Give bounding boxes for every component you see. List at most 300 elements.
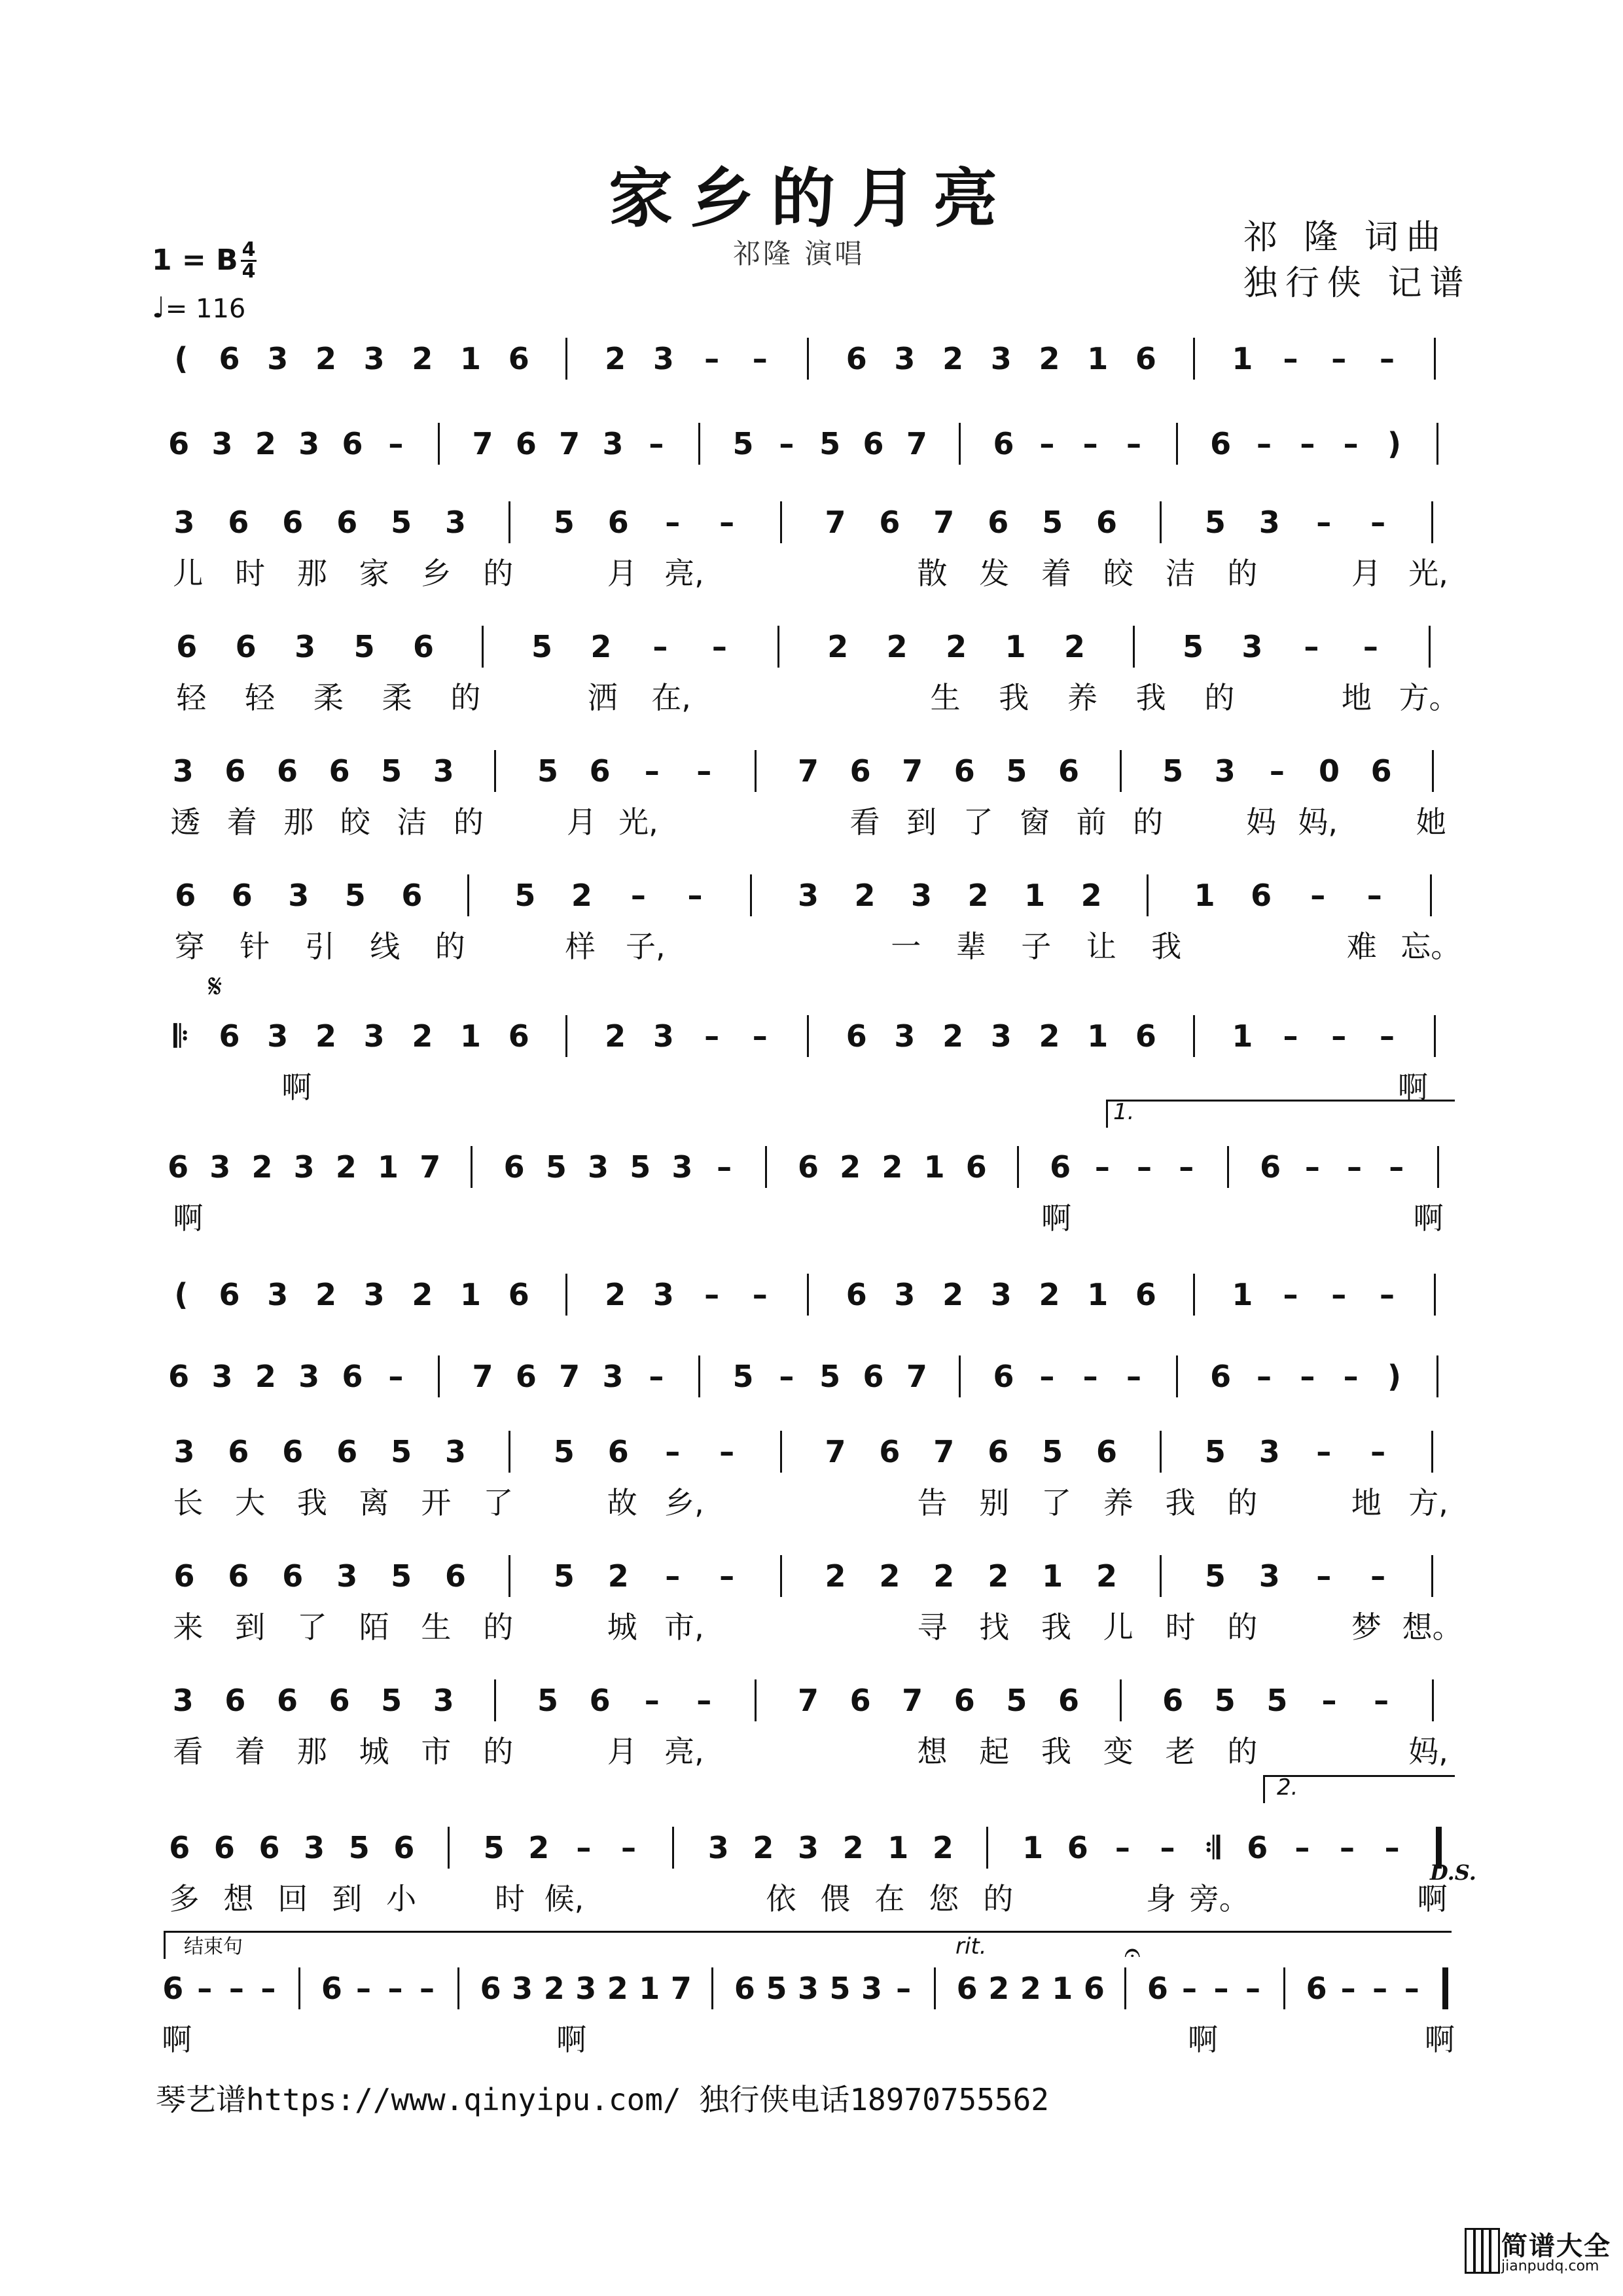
- lyric-syllable: 依: [766, 1881, 796, 1916]
- note: 5: [1006, 753, 1027, 789]
- note: 5: [348, 1830, 370, 1865]
- dash-note: –: [1331, 1277, 1347, 1312]
- tempo-marking: [152, 291, 245, 325]
- note: 6: [956, 1971, 978, 2006]
- note: 1: [1005, 629, 1026, 664]
- note: 2: [255, 1359, 276, 1394]
- dash-note: –: [665, 1558, 681, 1594]
- note: 6: [1058, 1683, 1079, 1718]
- note: 3: [211, 1359, 233, 1394]
- lyric-syllable: 线: [370, 929, 401, 964]
- lyric-syllable: 啊: [1397, 1069, 1428, 1105]
- lyric-syllable: 的: [1204, 680, 1235, 715]
- note: 2: [412, 1018, 433, 1054]
- note: 6: [1096, 1434, 1118, 1469]
- key-signature: 1 = B: [152, 243, 238, 277]
- barline: [1434, 1015, 1436, 1057]
- note: 2: [607, 1558, 629, 1594]
- note: 3: [707, 1830, 729, 1865]
- note: 3: [797, 1830, 819, 1865]
- note: 6: [1162, 1683, 1184, 1718]
- note: 6: [879, 505, 901, 540]
- volta-1-label: 1.: [1113, 1099, 1135, 1125]
- note: 5: [1162, 753, 1184, 789]
- dash-note: –: [665, 1434, 681, 1469]
- note: 6: [228, 1434, 249, 1469]
- dash-note: –: [687, 878, 703, 913]
- dash-note: –: [1257, 1359, 1272, 1394]
- barline: [457, 1967, 459, 2009]
- dash-note: –: [752, 1018, 768, 1054]
- lyric-syllable: 一: [891, 929, 921, 964]
- note: 3: [797, 878, 819, 913]
- dash-note: –: [419, 1971, 435, 2006]
- note: 7: [472, 426, 493, 461]
- note: 2: [605, 341, 626, 376]
- volta-1-bracket: [1106, 1100, 1455, 1128]
- note: 7: [797, 1683, 819, 1718]
- barline: [1193, 1274, 1195, 1316]
- lyric-syllable: 故: [607, 1485, 637, 1520]
- note: 1: [1087, 1018, 1109, 1054]
- lyric-syllable: 月: [1351, 556, 1382, 591]
- dash-note: –: [1379, 341, 1395, 376]
- lyric-syllable: 市,: [664, 1609, 704, 1645]
- dash-note: –: [1379, 1018, 1395, 1054]
- note: 3: [575, 1971, 597, 2006]
- lyric-syllable: 妈: [1246, 804, 1277, 840]
- note: 3: [990, 341, 1012, 376]
- note: 3: [797, 1971, 819, 2006]
- note: 5: [732, 1359, 754, 1394]
- lyric-syllable: 告: [917, 1485, 948, 1520]
- barline: [1431, 1555, 1433, 1597]
- dash-note: –: [1179, 1149, 1194, 1185]
- note: 3: [433, 753, 454, 789]
- dash-note: –: [387, 1971, 403, 2006]
- dash-note: –: [1331, 341, 1347, 376]
- note: 3: [363, 1277, 385, 1312]
- barline: [1434, 1274, 1436, 1316]
- dash-note: –: [1300, 426, 1315, 461]
- dash-note: –: [1283, 1018, 1298, 1054]
- lyric-syllable: 难: [1346, 929, 1377, 964]
- note: 2: [255, 426, 276, 461]
- note: 3: [298, 1359, 320, 1394]
- note: 5: [381, 1683, 402, 1718]
- lyric-syllable: 皎: [1103, 556, 1133, 591]
- barline: [755, 1679, 757, 1721]
- lyric-syllable: 光,: [1408, 556, 1448, 591]
- note: 3: [894, 1018, 916, 1054]
- ds-marking: D.S.: [1430, 1860, 1476, 1885]
- barline: [1430, 874, 1432, 916]
- dash-note: –: [1039, 1359, 1055, 1394]
- note: 6: [219, 341, 240, 376]
- note: 2: [854, 878, 876, 913]
- score-symbol: 𝄆: [173, 1018, 189, 1054]
- volta-2-label: 2.: [1277, 1774, 1298, 1801]
- note: 2: [886, 629, 908, 664]
- note: 7: [670, 1971, 692, 2006]
- dash-note: –: [1039, 426, 1055, 461]
- lyric-syllable: 子,: [625, 929, 666, 964]
- lyric-syllable: 着: [226, 804, 257, 840]
- barline: [1147, 874, 1149, 916]
- note: 6: [503, 1149, 525, 1185]
- dash-note: –: [1257, 426, 1272, 461]
- note: 5: [391, 1434, 412, 1469]
- dash-note: –: [1372, 1971, 1388, 2006]
- ending-label: 结束句: [184, 1935, 243, 1958]
- lyric-syllable: 生: [930, 680, 961, 715]
- note: 7: [559, 1359, 580, 1394]
- note: 3: [602, 1359, 624, 1394]
- note: 6: [1306, 1971, 1327, 2006]
- note: 6: [1135, 1277, 1156, 1312]
- transcriber: 独行侠 记谱: [1243, 264, 1472, 303]
- score-symbol: ): [1387, 426, 1402, 461]
- barline: [508, 1555, 510, 1597]
- dash-note: –: [1316, 505, 1332, 540]
- dash-note: –: [649, 426, 664, 461]
- note: 2: [933, 1558, 955, 1594]
- barline: [438, 1355, 440, 1397]
- note: 2: [335, 1149, 357, 1185]
- note: 3: [894, 1277, 916, 1312]
- lyric-syllable: 忘。: [1400, 929, 1461, 964]
- dash-note: –: [1269, 753, 1285, 789]
- note: 2: [412, 341, 433, 376]
- lyric-syllable: 在: [874, 1881, 905, 1916]
- lyric-syllable: 了: [963, 804, 993, 840]
- note: 1: [887, 1830, 909, 1865]
- barline: [1160, 501, 1162, 543]
- note: 5: [1204, 1434, 1226, 1469]
- barline: [1431, 1431, 1433, 1473]
- note: 6: [329, 753, 350, 789]
- lyric-syllable: 啊: [1413, 1200, 1444, 1236]
- note: 5: [514, 878, 536, 913]
- lyric-syllable: 着: [1041, 556, 1072, 591]
- note: 6: [734, 1971, 755, 2006]
- dash-note: –: [630, 878, 646, 913]
- rit-marking: rit.: [955, 1933, 987, 1960]
- note: 3: [671, 1149, 693, 1185]
- dash-note: –: [711, 629, 727, 664]
- note: 6: [879, 1434, 901, 1469]
- dash-note: –: [779, 426, 794, 461]
- note: 6: [480, 1971, 501, 2006]
- lyric-syllable: 变: [1103, 1734, 1133, 1769]
- note: 1: [1087, 1277, 1109, 1312]
- note: 2: [753, 1830, 774, 1865]
- note: 2: [1064, 629, 1086, 664]
- lyric-syllable: 针: [240, 929, 270, 964]
- note: 3: [294, 629, 316, 664]
- note: 7: [825, 505, 846, 540]
- barline: [298, 1967, 300, 2009]
- lyric-syllable: 旁。: [1188, 1881, 1249, 1916]
- score-symbol: ): [1387, 1359, 1402, 1394]
- note: 3: [211, 426, 233, 461]
- time-sig-bottom: 4: [241, 260, 256, 283]
- note: 6: [1210, 426, 1232, 461]
- lyric-syllable: 生: [421, 1609, 452, 1645]
- dash-note: –: [696, 753, 712, 789]
- lyric-syllable: 散: [917, 556, 948, 591]
- note: 2: [942, 341, 964, 376]
- dash-note: –: [1347, 1149, 1363, 1185]
- lyric-syllable: 起: [979, 1734, 1010, 1769]
- barline: [698, 1355, 700, 1397]
- dash-note: –: [1339, 1830, 1355, 1865]
- note: 6: [1247, 1830, 1268, 1865]
- barline: [1193, 1015, 1195, 1057]
- note: 5: [819, 1359, 841, 1394]
- note: 6: [1370, 753, 1392, 789]
- lyric-syllable: 轻: [245, 680, 276, 715]
- note: 6: [282, 505, 304, 540]
- barline: [934, 1967, 936, 2009]
- note: 6: [413, 629, 435, 664]
- note: 6: [1251, 878, 1272, 913]
- note: 3: [445, 505, 467, 540]
- dash-note: –: [1181, 1971, 1197, 2006]
- note: 2: [605, 1277, 626, 1312]
- note: 6: [797, 1149, 819, 1185]
- lyric-syllable: 我: [999, 680, 1029, 715]
- note: 6: [169, 1830, 190, 1865]
- dash-note: –: [1384, 1830, 1400, 1865]
- dash-note: –: [1137, 1149, 1152, 1185]
- note: 2: [988, 1971, 1010, 2006]
- fermata-icon: 𝄐: [1124, 1936, 1141, 1969]
- barline: [780, 501, 782, 543]
- barline: [1432, 1679, 1434, 1721]
- note: 2: [942, 1018, 964, 1054]
- note: 2: [1039, 1018, 1060, 1054]
- lyric-syllable: 的: [435, 929, 465, 964]
- barline: [777, 626, 779, 668]
- dash-note: –: [896, 1971, 912, 2006]
- dash-note: –: [779, 1359, 794, 1394]
- dash-note: –: [1331, 1018, 1347, 1054]
- dash-note: –: [696, 1683, 712, 1718]
- barline: [565, 338, 567, 380]
- note: 5: [1042, 1434, 1063, 1469]
- note: 5: [391, 1558, 412, 1594]
- note: 6: [342, 426, 363, 461]
- note: 3: [267, 1018, 289, 1054]
- ending-bracket: [164, 1931, 1452, 1959]
- lyric-syllable: 辈: [955, 929, 986, 964]
- note: 6: [342, 1359, 363, 1394]
- dash-note: –: [719, 505, 735, 540]
- note: 2: [840, 1149, 861, 1185]
- lyric-syllable: 样: [565, 929, 596, 964]
- lyric-syllable: 她: [1416, 804, 1446, 840]
- logo-name: 简谱大全: [1501, 2231, 1611, 2261]
- barline: [1283, 1967, 1285, 2009]
- lyric-syllable: 方,: [1408, 1485, 1448, 1520]
- lyric-syllable: 寻: [917, 1609, 948, 1645]
- barline: [959, 1355, 961, 1397]
- note: 6: [1067, 1830, 1088, 1865]
- lyric-syllable: 家: [359, 556, 389, 591]
- lyric-syllable: 啊: [556, 2022, 587, 2057]
- note: 6: [282, 1434, 304, 1469]
- dash-note: –: [1379, 1277, 1395, 1312]
- lyric-syllable: 啊: [1041, 1200, 1072, 1236]
- lyric-syllable: 开: [421, 1485, 452, 1520]
- note: 5: [531, 629, 552, 664]
- note: 6: [1260, 1149, 1281, 1185]
- note: 5: [1042, 505, 1063, 540]
- note: 6: [1058, 753, 1079, 789]
- lyric-syllable: 大: [235, 1485, 266, 1520]
- dash-note: –: [704, 341, 720, 376]
- lyric-syllable: 月: [566, 804, 597, 840]
- barline: [1176, 423, 1178, 465]
- barline: [672, 1827, 674, 1869]
- lyric-syllable: 轻: [176, 680, 207, 715]
- lyric-syllable: 我: [1165, 1485, 1196, 1520]
- dash-note: –: [1321, 1683, 1337, 1718]
- lyric-syllable: 时: [494, 1881, 525, 1916]
- lyric-syllable: 让: [1086, 929, 1116, 964]
- barline: [508, 501, 510, 543]
- note: 3: [288, 878, 310, 913]
- lyric-syllable: 我: [1041, 1609, 1072, 1645]
- note: 1: [1052, 1971, 1073, 2006]
- dash-note: –: [1245, 1971, 1260, 2006]
- note: 2: [605, 1018, 626, 1054]
- note: 3: [512, 1971, 533, 2006]
- note: 3: [172, 1683, 194, 1718]
- lyric-syllable: 子: [1021, 929, 1052, 964]
- song-title: 家乡的月亮: [608, 161, 1014, 236]
- note: 6: [1135, 1018, 1156, 1054]
- note: 1: [1232, 1277, 1253, 1312]
- barline: [1227, 1146, 1229, 1188]
- note: 5: [537, 753, 558, 789]
- time-signature: [241, 238, 257, 283]
- note: 3: [433, 1683, 454, 1718]
- note: 5: [1204, 1558, 1226, 1594]
- dash-note: –: [355, 1971, 371, 2006]
- lyric-syllable: 啊: [173, 1200, 204, 1236]
- lyric-syllable: 想: [223, 1881, 254, 1916]
- note: 2: [528, 1830, 550, 1865]
- note: 6: [336, 1434, 358, 1469]
- lyric-syllable: 光,: [618, 804, 658, 840]
- lyric-syllable: 发: [979, 556, 1010, 591]
- barline: [467, 874, 469, 916]
- note: 6: [508, 1277, 529, 1312]
- lyric-syllable: 妈,: [1408, 1734, 1448, 1769]
- lyric-syllable: 到: [332, 1881, 363, 1916]
- dash-note: –: [1370, 1558, 1386, 1594]
- note: 1: [1022, 1830, 1044, 1865]
- lyric-syllable: 看: [173, 1734, 204, 1769]
- lyric-syllable: 月: [607, 1734, 637, 1769]
- note: 6: [162, 1971, 184, 2006]
- barline: [1434, 338, 1436, 380]
- barline: [1436, 1355, 1438, 1397]
- note: 2: [842, 1830, 864, 1865]
- lyric-syllable: 偎: [820, 1881, 851, 1916]
- lyric-syllable: 老: [1165, 1734, 1196, 1769]
- note: 3: [652, 1277, 674, 1312]
- note: 3: [172, 753, 194, 789]
- dash-note: –: [1283, 341, 1298, 376]
- barline: [1120, 750, 1122, 792]
- lyric-syllable: 城: [607, 1609, 637, 1645]
- dash-note: –: [704, 1277, 720, 1312]
- barline: [986, 1827, 988, 1869]
- lyricist-composer: 祁 隆 词曲: [1243, 218, 1449, 257]
- barline: [438, 423, 440, 465]
- dash-note: –: [717, 1149, 732, 1185]
- note: 6: [1210, 1359, 1232, 1394]
- note: 1: [378, 1149, 399, 1185]
- note: 6: [213, 1830, 235, 1865]
- note: 6: [231, 878, 253, 913]
- note: 6: [224, 753, 246, 789]
- lyric-syllable: 乡: [421, 556, 452, 591]
- barline: [1437, 1146, 1439, 1188]
- lyric-syllable: 妈,: [1298, 804, 1338, 840]
- note: 7: [825, 1434, 846, 1469]
- lyric-syllable: 的: [983, 1881, 1014, 1916]
- note: 6: [954, 1683, 975, 1718]
- note: 1: [1024, 878, 1046, 913]
- note: 5: [1214, 1683, 1236, 1718]
- note: 6: [276, 753, 298, 789]
- segno-icon: 𝄋: [208, 967, 223, 1005]
- quarter-note-icon: ♩: [152, 291, 166, 325]
- dash-note: –: [1094, 1149, 1110, 1185]
- note: 6: [508, 341, 529, 376]
- lyric-syllable: 时: [1165, 1609, 1196, 1645]
- note: 3: [1241, 629, 1263, 664]
- lyric-syllable: 到: [235, 1609, 266, 1645]
- lyric-syllable: 我: [1135, 680, 1166, 715]
- barline: [1193, 338, 1195, 380]
- note: 3: [363, 341, 385, 376]
- note: 3: [173, 505, 195, 540]
- dash-note: –: [1082, 1359, 1098, 1394]
- lyric-syllable: 了: [296, 1609, 327, 1645]
- note: 5: [1182, 629, 1204, 664]
- note: 6: [515, 426, 537, 461]
- note: 3: [267, 1277, 289, 1312]
- lyric-syllable: 前: [1076, 804, 1107, 840]
- note: 6: [336, 505, 358, 540]
- dash-note: –: [1310, 878, 1326, 913]
- note: 5: [344, 878, 366, 913]
- lyric-syllable: 别: [979, 1485, 1010, 1520]
- note: 2: [942, 1277, 964, 1312]
- note: 5: [732, 426, 754, 461]
- lyric-syllable: 穿: [174, 929, 205, 964]
- dash-note: –: [197, 1971, 213, 2006]
- note: 6: [1135, 341, 1156, 376]
- dash-note: –: [649, 1359, 664, 1394]
- lyric-syllable: 的: [1227, 1609, 1258, 1645]
- note: 1: [1194, 878, 1215, 913]
